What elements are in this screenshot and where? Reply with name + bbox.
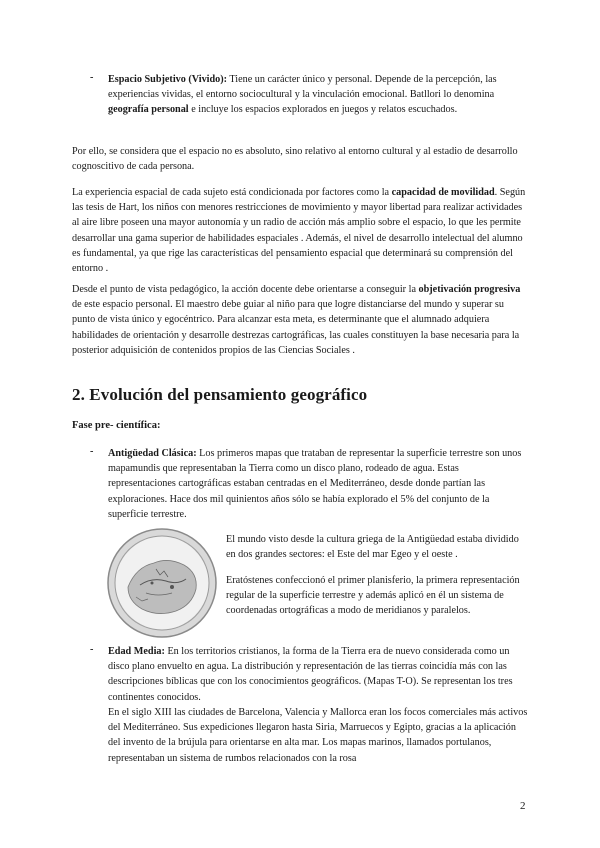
ancient-world-map-image [106, 527, 218, 639]
movilidad-text-end: . Según las tesis de Hart, los niños con menores restricciones de movimiento y mayor libertad para realizar actividades al aire libre poseen una mayor autonomía y un radio de acción más amplio sobre el espacio, lo que les permite desarrollar una gama superior de habilidades espaciales . Además, el nivel de desarrollo intelectual del alumno es fundamental, ya que rige las características del pensamiento espacial que determinará su comprensión del entorno . [72, 187, 526, 275]
objetivacion-progresiva-term: objetivación progresiva [418, 284, 521, 295]
espacio-subjetivo-text-end: e incluye los espacios explorados en juegos y relatos escuchados. [188, 104, 458, 116]
bullet-dash: - [90, 446, 94, 457]
antiguedad-title: Antigüedad Clásica: [108, 448, 197, 459]
antiguedad-caption-2: Eratóstenes confeccionó el primer planisferio, la primera representación regular de la superficie terrestre y además aplicó en él un sistema de coordenadas ortográficas a modo de meridianos y paralelos. [226, 575, 520, 617]
espacio-subjetivo-paragraph [108, 72, 528, 118]
edad-media-paragraph [108, 644, 528, 705]
page-number: 2 [520, 800, 526, 812]
paragraph-movilidad [72, 185, 528, 276]
paragraph-objetivacion [72, 282, 528, 358]
bullet-dash: - [90, 644, 94, 655]
subheading-fase-precientifica: Fase pre- científica: [72, 420, 161, 431]
paragraph-relativo: Por ello, se considera que el espacio no es absoluto, sino relativo al entorno cultural y al estadio de desarrollo cognoscitivo de cada persona. [72, 146, 518, 173]
edad-media-paragraph-2: En el siglo XIII las ciudades de Barcelona, Valencia y Mallorca eran los focos comerciales más activos del Mediterráneo. Sus expediciones llegaron hasta Siria, Marruecos y Egipto, gracias a la aplicación del invento de la brújula para orientarse en alta mar. Los mapas marinos, llamados portulanos, representaban un sistema de rumbos relacionados con la rosa [108, 707, 528, 764]
geografia-personal-term: geografía personal [108, 104, 189, 116]
objetivacion-text: Desde el punto de vista pedagógico, la acción docente debe orientarse a conseguir la [72, 284, 419, 295]
movilidad-text: La experiencia espacial de cada sujeto está condicionada por factores como la [72, 187, 392, 198]
objetivacion-text-end: de este espacio personal. El maestro debe guiar al niño para que logre distanciarse del mundo y superar su punto de vista único y egocéntrico. Para alcanzar esta meta, es determinante que el alumnado adquiera habilidades de orientación y desarrolle destrezas cartográficas, las cuales constituyen la base necesaria para la posterior adquisición de contenidos propios de las Ciencias Sociales . [72, 299, 520, 356]
antiguedad-paragraph [108, 446, 528, 522]
capacidad-movilidad-term: capacidad de movilidad [391, 187, 495, 198]
edad-media-title: Edad Media: [108, 646, 165, 657]
edad-media-text: En los territorios cristianos, la forma de la Tierra era de nuevo considerada como un disco plano envuelto en agua. La distribución y representación de las tierras coincidía más con las descripciones bíblicas que con los conocimientos geográficos. (Mapas T-O). Se representan los tres continentes conocidos. [108, 646, 513, 703]
section-heading: 2. Evolución del pensamiento geográfico [72, 385, 368, 404]
antiguedad-text: Los primeros mapas que trataban de representar la superficie terrestre son unos mapamundis que representaban la Tierra como un disco plano, rodeado de agua. Estas representaciones cartográficas estaban centradas en el Mediterráneo, desde donde partían las exploraciones. Hace dos mil quinientos años sólo se había explorado el 5% del conjunto de la superficie terrestre. [108, 448, 522, 520]
bullet-dash: - [90, 72, 94, 83]
ancient-map-illustration [106, 527, 218, 639]
espacio-subjetivo-title: Espacio Subjetivo (Vivido): [108, 74, 228, 85]
espacio-subjetivo-text: Tiene un carácter único y personal. Depende de la percepción, las experiencias vividas, el entorno sociocultural y la vinculación emocional. Batllori lo denomina [108, 74, 497, 101]
antiguedad-caption-1: El mundo visto desde la cultura griega de la Antigüedad estaba dividido en dos grandes sectores: el Este del mar Egeo y el oeste . [226, 534, 519, 561]
